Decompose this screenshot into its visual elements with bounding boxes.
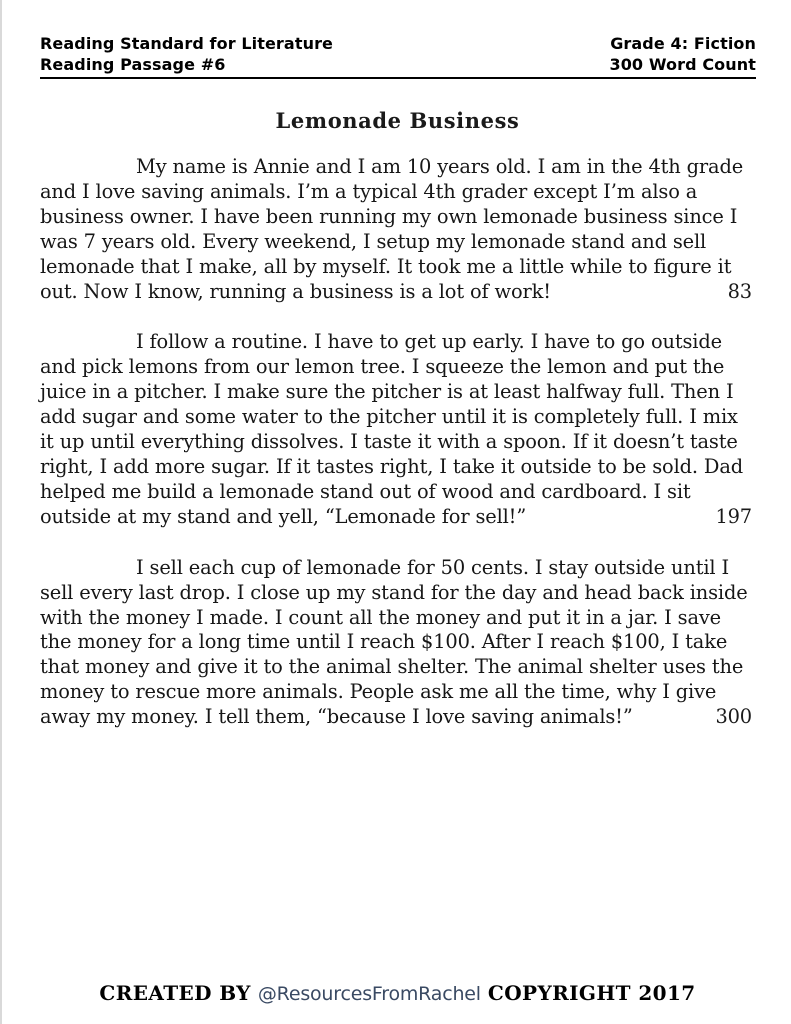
footer-created-by-label: CREATED BY: [99, 981, 251, 1005]
passage-paragraph: [40, 155, 756, 304]
footer-copyright-label: COPYRIGHT 2017: [487, 981, 696, 1005]
header-divider: [40, 77, 756, 79]
footer-author-handle: @ResourcesFromRachel: [257, 983, 481, 1005]
word-count-label: 300 Word Count: [609, 55, 756, 75]
page-header: [40, 33, 756, 79]
passage-body: [40, 155, 756, 756]
grade-subject-label: Grade 4: Fiction: [610, 34, 756, 53]
header-row-2: [40, 54, 756, 75]
running-word-count: 300: [707, 705, 752, 730]
running-word-count: 83: [720, 280, 752, 305]
header-row-1: [40, 33, 756, 54]
paragraph-text: I sell each cup of lemonade for 50 cents. I stay outside until I sell every last drop. I close up my stand for the day and head back inside with the money I made. I count all the money and put it in a jar. I save the money for a long time until I reach $100. After I reach $100, I take that money and give it to the animal shelter. The animal shelter uses the money to rescue more animals. People ask me all the time, why I give away my money. I tell them, “because I love saving animals!”: [40, 555, 748, 729]
passage-paragraph: [40, 556, 756, 730]
paragraph-text: My name is Annie and I am 10 years old. I am in the 4th grade and I love saving animals. I’m a typical 4th grader except I’m also a business owner. I have been running my own lemonade business since I was 7 years old. Every weekend, I setup my lemonade stand and sell lemonade that I make, all by myself. It took me a little while to figure it out. Now I know, running a business is a lot of work!: [40, 155, 744, 303]
page-footer: [2, 981, 791, 1005]
page-title: Lemonade Business: [275, 108, 520, 133]
passage-number-label: Reading Passage #6: [40, 55, 226, 75]
passage-paragraph: [40, 330, 756, 529]
reading-standard-label: Reading Standard for Literature: [40, 34, 334, 53]
running-word-count: 197: [707, 505, 752, 530]
paragraph-text: I follow a routine. I have to get up early. I have to go outside and pick lemons from our lemon tree. I squeeze the lemon and put the juice in a pitcher. I make sure the pitcher is at least halfway full. Then I add sugar and some water to the pitcher until it is completely full. I mix it up until everything dissolves. I taste it with a spoon. If it doesn’t taste right, I add more sugar. If it tastes right, I take it outside to be sold. Dad helped me build a lemonade stand out of wood and cardboard. I sit outside at my stand and yell, “Lemonade for sell!”: [40, 330, 743, 528]
